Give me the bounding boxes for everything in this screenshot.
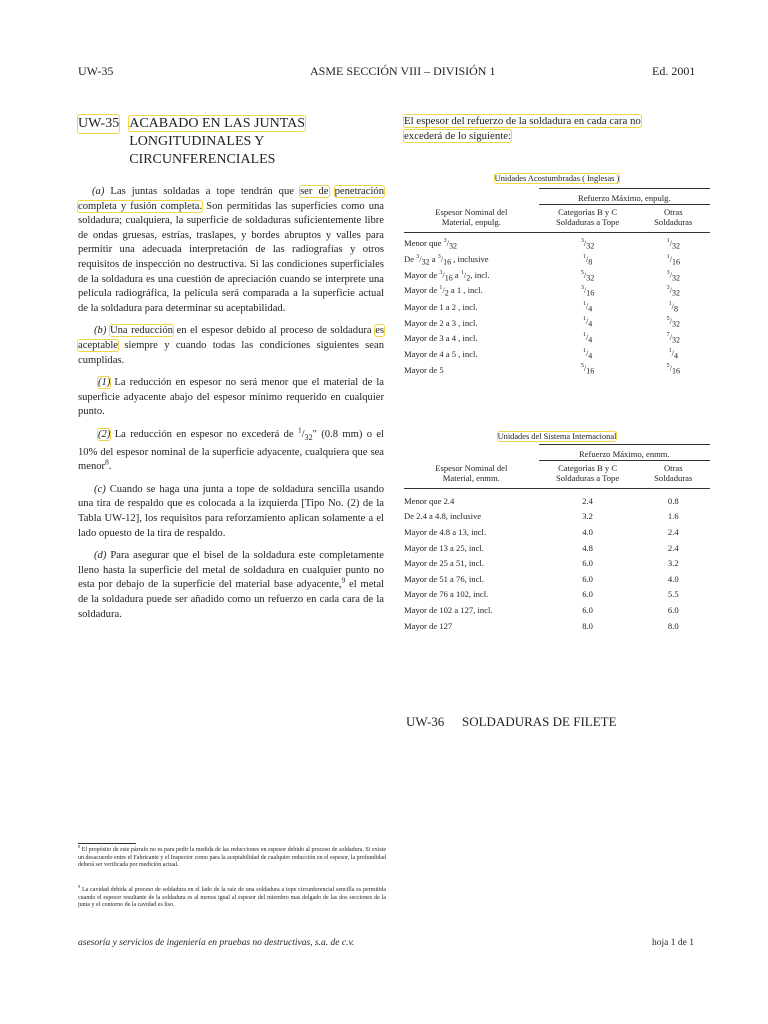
- table-si-thickness: Mayor de 4.8 a 13, incl.: [404, 526, 487, 537]
- table-us-caption-text: Unidades Acostumbradas ( Inglesas ): [494, 174, 620, 183]
- table-us-row: [404, 346, 710, 362]
- bc-fraction-den: 4: [588, 335, 593, 345]
- table-si-col1-line2: Material, enmm.: [442, 473, 500, 483]
- thickness-label: Mayor de: [404, 285, 440, 296]
- paragraph-b1: [78, 376, 384, 420]
- table-si-caption: [404, 432, 710, 441]
- paragraph-d-text2: el metal de la soldadura puede ser añadido como un refuerzo en cada cara de la soldadura.: [78, 579, 384, 620]
- table-si-other-value: 6.0: [667, 604, 679, 615]
- bc-fraction-den: 4: [588, 351, 593, 361]
- footnote-8-mark: 8: [78, 844, 81, 849]
- table-si-other-value: 4.0: [667, 573, 679, 584]
- thickness-label: Menor que: [404, 238, 444, 249]
- other-fraction-slash: /: [669, 363, 672, 374]
- table-si-thickness: Mayor de 25 a 51, incl.: [404, 558, 484, 569]
- other-fraction-slash: /: [669, 332, 672, 342]
- table-si-other-value: 1.6: [667, 511, 679, 522]
- footnote-9-mark: 9: [78, 884, 81, 889]
- paragraph-b2-text2: " (0.8 mm) o el 10% del espesor nominal de la superficie adyacente, cualquiera que sea menor: [78, 428, 385, 473]
- bc-fraction-slash: /: [583, 363, 587, 374]
- highlight-penetration-2: penetración completa y fusión completa.: [78, 186, 384, 212]
- bc-fraction-slash: /: [585, 347, 589, 358]
- header-document-title: ASME SECCIÓN VIII – DIVISIÓN 1: [310, 64, 496, 78]
- paragraph-b-text1: en el espesor debido al proceso de soldadura: [172, 325, 376, 337]
- paragraph-d-label: (d): [94, 550, 107, 562]
- table-si-bc-value: 4.8: [582, 542, 593, 553]
- header-section-id: UW-35: [78, 64, 114, 78]
- other-fraction-den: 32: [671, 288, 680, 298]
- bc-fraction-num: 5: [580, 363, 584, 370]
- table-si-bc-value: 4.0: [582, 526, 593, 537]
- table-si-row: [404, 555, 710, 571]
- thickness-fraction-1-den: 32: [421, 257, 430, 267]
- table-us-thickness: [404, 253, 539, 269]
- thickness-label: Mayor de 3 a 4 , incl.: [404, 333, 478, 344]
- paragraph-c-label: (c): [94, 483, 106, 495]
- bc-fraction-slash: /: [585, 300, 589, 311]
- table-us-row: [404, 268, 710, 284]
- table-us-other-value: [637, 268, 710, 284]
- table-us-thickness: [404, 331, 539, 347]
- table-us-row: [404, 315, 710, 331]
- section-title-line1: ACABADO EN LAS JUNTAS: [129, 116, 306, 131]
- bc-fraction-num: 1: [582, 332, 586, 339]
- bc-fraction-num: 3: [580, 285, 584, 292]
- highlight-reduction: Una reducción: [109, 325, 173, 337]
- table-si-bc-value: 3.2: [582, 511, 593, 522]
- table-us-thickness: [404, 233, 539, 253]
- highlight-penetration-1: ser de: [300, 186, 329, 197]
- table-si-row: [404, 489, 710, 509]
- paragraph-b2: (2) La reducción en espesor no excederá de $^1/_{32}$" (0.8 mm) o el 10% del espesor nominal de la superficie adyacente, cualquiera que sea menor$^8$.: [78, 425, 385, 473]
- section-number: UW-35: [78, 116, 120, 131]
- other-fraction-num: 5: [666, 363, 670, 370]
- other-fraction-num: 1: [666, 238, 670, 245]
- footer-company: asesoría y servicios de ingeniería en pruebas no destructivas, s.a. de c.v.: [78, 938, 355, 948]
- table-si-row: [404, 540, 710, 556]
- paragraph-b1-text: La reducción en espesor no será menor que el material de la superficie adyacente abajo del espesor mínimo requerido en cualquier punto.: [78, 377, 384, 418]
- paragraph-c-text: Cuando se haga una junta a tope de soldadura sencilla usando una tira de respaldo que es colocada a la izquierda [Tipo No. (2) de la Tabla UW-12], los requisitos para reforzamiento aplican solamente a el lado opuesto de la tira de respaldo.: [78, 483, 384, 539]
- other-fraction-num: 3: [666, 285, 670, 292]
- table-si-bc-value: 6.0: [582, 604, 593, 615]
- other-fraction-slash: /: [669, 269, 672, 280]
- section-title-line2: LONGITUDINALES Y: [129, 134, 265, 149]
- thickness-end: , inclusive: [451, 254, 489, 265]
- table-us-row: [404, 362, 710, 378]
- table-si-row: [404, 602, 710, 618]
- paragraph-b2-text1: La reducción en espesor no excederá de: [110, 428, 298, 440]
- thickness-mid: a 1 , incl.: [448, 285, 483, 296]
- table-us-units: [404, 174, 710, 377]
- thickness-label: Mayor de 5: [404, 364, 444, 375]
- intro-highlight-1: El espesor del refuerzo de la soldadura en cada cara no: [404, 115, 641, 127]
- table-si-thickness: Mayor de 13 a 25, incl.: [404, 542, 484, 553]
- thickness-fraction-2-slash: /: [463, 269, 467, 280]
- bc-fraction-slash: /: [583, 269, 587, 280]
- thickness-fraction-1-den: 2: [444, 288, 449, 298]
- table-us-other-value: [637, 315, 710, 331]
- table-us-other-value: [637, 253, 710, 269]
- bc-fraction-den: 32: [586, 242, 595, 252]
- paragraph-a-text2: Son permitidas las superficies como una soldadura; cualquiera, la superficie de soldaduras suficientemente libre de ondas gruesas, estrías, traslapes, y bordes abruptos y valles para permitir una adecuada interpretación de las radiografías y otros requisitos de inspección no destructiva. Si las condiciones superficiales de la soldadura es una cuestión de apreciación cuando se interprete una película radiográfica, la película será comparada a la superficie actual de la soldadura para determinar su aceptabilidad.: [78, 200, 384, 314]
- paragraph-d: [78, 549, 384, 622]
- thickness-label: Mayor de 4 a 5 , incl.: [404, 348, 478, 359]
- table-si-group-header: Refuerzo Máximo, enmm.: [539, 445, 710, 461]
- table-si-row: [404, 509, 710, 525]
- footnote-ref-9[interactable]: 9: [341, 575, 346, 585]
- section-uw35-heading: [78, 115, 384, 169]
- fraction-denominator: 32: [304, 433, 313, 443]
- paragraph-a: [78, 185, 384, 316]
- table-si-row: [404, 587, 710, 603]
- table-us-other-value: [637, 299, 710, 315]
- section-uw35: [78, 115, 384, 630]
- thickness-fraction-1-slash: /: [419, 254, 422, 265]
- other-fraction-slash: /: [669, 285, 672, 296]
- table-si-other-value: 3.2: [667, 558, 679, 569]
- table-si-thickness: Menor que 2.4: [404, 495, 455, 506]
- table-us-col1-header: [404, 205, 539, 233]
- table-us-row: [404, 233, 710, 253]
- bc-fraction-den: 16: [586, 366, 595, 376]
- bc-fraction-den: 16: [586, 288, 595, 298]
- thickness-fraction-2-den: 2: [466, 273, 471, 283]
- bc-fraction-den: 8: [588, 257, 593, 267]
- table-si-col3-header: [637, 461, 710, 489]
- bc-fraction-slash: /: [585, 316, 589, 327]
- other-fraction-num: 1: [668, 347, 672, 354]
- table-us-col1-line2: Material, enpulg.: [441, 217, 501, 227]
- other-fraction-den: 32: [671, 320, 680, 330]
- table-si-col3-line2: Soldaduras: [654, 473, 693, 483]
- table-si-bc-value: 2.4: [582, 495, 593, 506]
- footnote-8-text: El propósito de este párrafo no es para pedir la medida de las reducciones en espesor debido al proceso de soldadura. Si existe un desacuerdo entre el Fabricante y el Inspector como para la aceptabilidad de cualquier reducción en el espesor, la profundidad deberá ser verificada por medición actual.: [78, 847, 386, 869]
- other-fraction-num: 3: [666, 269, 670, 276]
- table-si-col2-line2: Soldaduras a Tope: [555, 473, 620, 483]
- table-us-row: [404, 253, 710, 269]
- table-us-col2-line2: Soldaduras a Tope: [555, 217, 620, 227]
- table-us-bc-value: [539, 331, 637, 347]
- other-fraction-den: 32: [671, 242, 680, 252]
- other-fraction-slash: /: [669, 238, 672, 249]
- other-fraction-slash: /: [671, 347, 674, 358]
- bc-fraction-den: 4: [588, 304, 593, 314]
- table-us-thickness: [404, 268, 539, 284]
- table-us-row: [404, 331, 710, 347]
- highlight-acceptable: es aceptable: [78, 325, 385, 351]
- other-fraction-den: 32: [671, 273, 680, 283]
- paragraph-a-label: (a): [92, 186, 105, 197]
- bc-fraction-slash: /: [585, 332, 589, 342]
- table-us-bc-value: [539, 268, 637, 284]
- paragraph-c: [78, 483, 384, 541]
- header-edition: Ed. 2001: [652, 64, 696, 78]
- table-us-row: [404, 299, 710, 315]
- bc-fraction-num: 1: [582, 300, 586, 307]
- table-us-corner: [404, 189, 539, 205]
- section-uw36-heading: [406, 714, 617, 730]
- table-si-col3-line1: Otras: [663, 463, 683, 473]
- paragraph-b: [78, 324, 384, 368]
- table-si-caption-text: Unidades del Sistema Internacional: [497, 432, 617, 441]
- thickness-label: Mayor de 1 a 2 , incl.: [404, 302, 478, 313]
- table-si-row: [404, 618, 710, 634]
- thickness-fraction-1-num: 1: [439, 285, 443, 292]
- reinforcement-intro: [404, 114, 704, 143]
- table-si-thickness: Mayor de 102 a 127, incl.: [404, 604, 493, 615]
- thickness-fraction-2-slash: /: [440, 254, 444, 265]
- bc-fraction-slash: /: [583, 285, 587, 296]
- table-si-thickness: De 2.4 a 4.8, inclusive: [404, 511, 482, 522]
- fraction-numerator: 1: [297, 425, 302, 435]
- table-us-other-value: [637, 284, 710, 300]
- other-fraction-slash: /: [669, 254, 672, 265]
- intro-text: [404, 114, 704, 143]
- table-us-thickness: [404, 299, 539, 315]
- section-uw36-title: SOLDADURAS DE FILETE: [462, 714, 617, 729]
- table-si-bc-value: 8.0: [582, 620, 593, 631]
- section-title-line3: CIRCUNFERENCIALES: [129, 152, 276, 167]
- table-si-bc-value: 6.0: [582, 558, 593, 569]
- table-us-other-value: [637, 233, 710, 253]
- table-si-thickness: Mayor de 127: [404, 620, 453, 631]
- other-fraction-num: 1: [666, 254, 670, 261]
- thickness-fraction-1-den: 16: [444, 273, 453, 283]
- other-fraction-den: 16: [671, 257, 680, 267]
- bc-fraction-num: 1: [582, 347, 586, 354]
- thickness-fraction-1-slash: /: [442, 269, 445, 280]
- paragraph-b-label: (b): [94, 325, 107, 337]
- table-si-other-value: 2.4: [667, 542, 679, 553]
- table-us-col1-line1: Espesor Nominal del: [435, 207, 508, 217]
- thickness-fraction-2-num: 3: [437, 254, 441, 261]
- table-us-other-value: [637, 362, 710, 378]
- thickness-mid: a: [429, 254, 438, 265]
- table-us-group-header: Refuerzo Máximo, enpulg.: [539, 189, 710, 205]
- table-us-caption: [404, 174, 710, 183]
- table-us-col3-line1: Otras: [663, 207, 683, 217]
- footnote-9-text: La cavidad debida al proceso de soldadura en el lado de la raíz de una soldadura a tope circunferencial sencilla es permitida cuando el espesor resultante de la soldadura es al menos igual al espesor del miembro mas delgado de las dos secciones de la junta y el contorno de la cavidad es liso.: [78, 887, 386, 909]
- paragraph-b2-label: (2): [98, 428, 111, 440]
- thickness-fraction-1-slash: /: [442, 285, 445, 296]
- footer-page-number: hoja 1 de 1: [652, 938, 694, 948]
- table-us-bc-value: [539, 346, 637, 362]
- thickness-label: De: [404, 254, 417, 265]
- table-si-row: [404, 571, 710, 587]
- table-us-thickness: [404, 362, 539, 378]
- table-us-thickness: [404, 315, 539, 331]
- other-fraction-num: 1: [668, 300, 672, 307]
- paragraph-a-text1: Las juntas soldadas a tope tendrán que: [104, 186, 301, 197]
- table-us-thickness: [404, 284, 539, 300]
- thickness-fraction-1-num: 3: [443, 238, 447, 245]
- thickness-fraction-2-den: 16: [443, 257, 452, 267]
- intro-highlight-2: excederá de lo siguiente:: [404, 129, 512, 142]
- thickness-fraction-1-den: 32: [449, 242, 458, 252]
- table-us-thickness: [404, 346, 539, 362]
- table-us-col3-header: [637, 205, 710, 233]
- thickness-label: Mayor de 2 a 3 , incl.: [404, 317, 478, 328]
- table-si-thickness: Mayor de 51 a 76, incl.: [404, 573, 484, 584]
- other-fraction-den: 4: [673, 351, 678, 361]
- table-si-bc-value: 6.0: [582, 589, 593, 600]
- other-fraction-den: 32: [671, 335, 680, 345]
- table-si-units: [404, 432, 710, 633]
- table-us-bc-value: [539, 284, 637, 300]
- table-us-col3-line2: Soldaduras: [654, 217, 693, 227]
- paragraph-b2-end: .: [108, 461, 112, 473]
- table-si-other-value: 5.5: [667, 589, 679, 600]
- bc-fraction-num: 1: [582, 254, 586, 261]
- table-us-bc-value: [539, 315, 637, 331]
- bc-fraction-slash: /: [583, 238, 587, 249]
- table-us-other-value: [637, 331, 710, 347]
- section-uw36-number: UW-36: [406, 714, 445, 729]
- thickness-end: , incl.: [470, 269, 490, 280]
- other-fraction-num: 7: [666, 332, 670, 339]
- footnote-ref-8[interactable]: 8: [105, 457, 109, 467]
- thickness-fraction-1-num: 3: [439, 269, 443, 276]
- table-us-col2-header: [539, 205, 637, 233]
- paragraph-b-text2: siempre y cuando todas las condiciones siguientes sean cumplidas.: [78, 339, 384, 366]
- thickness-fraction-1-num: 3: [416, 254, 420, 261]
- table-si-col1-header: [404, 461, 539, 489]
- other-fraction-num: 5: [666, 316, 670, 323]
- bc-fraction-den: 4: [588, 320, 593, 330]
- table-si-other-value: 0.8: [667, 495, 679, 506]
- bc-fraction-num: 1: [582, 316, 586, 323]
- table-us-bc-value: [539, 253, 637, 269]
- paragraph-d-text1: Para asegurar que el bisel de la soldadura este completamente lleno hasta la superficie del metal de soldadura en cualquier punto no esta por debajo de la superficie del material base adyacente,: [78, 550, 384, 591]
- table-us-col2-line1: Categorías B y C: [558, 207, 618, 217]
- table-si-bc-value: 6.0: [582, 573, 593, 584]
- table-si-col1-line1: Espesor Nominal del: [435, 463, 508, 473]
- table-si-other-value: 2.4: [667, 526, 679, 537]
- table-us-other-value: [637, 346, 710, 362]
- footnote-separator: [78, 843, 136, 844]
- table-us-bc-value: [539, 299, 637, 315]
- bc-fraction-num: 3: [580, 238, 584, 245]
- paragraph-b1-label: (1): [98, 377, 111, 389]
- bc-fraction-slash: /: [585, 254, 589, 265]
- section-title: [129, 115, 305, 169]
- table-us-row: [404, 284, 710, 300]
- footnote-9: [78, 884, 386, 910]
- other-fraction-den: 8: [673, 304, 678, 314]
- table-si-thickness: Mayor de 76 a 102, incl.: [404, 589, 489, 600]
- thickness-fraction-2-num: 1: [460, 269, 464, 276]
- footnote-8: [78, 844, 386, 870]
- table-us-bc-value: [539, 233, 637, 253]
- other-fraction-den: 16: [671, 366, 680, 376]
- bc-fraction-den: 32: [586, 273, 595, 283]
- table-si-col2-header: [539, 461, 637, 489]
- bc-fraction-num: 5: [580, 269, 584, 276]
- thickness-label: Mayor de: [404, 269, 440, 280]
- other-fraction-slash: /: [671, 300, 674, 311]
- table-si-col2-line1: Categorías B y C: [558, 463, 618, 473]
- table-si-row: [404, 524, 710, 540]
- thickness-mid: a: [452, 269, 461, 280]
- thickness-fraction-1-slash: /: [446, 238, 450, 249]
- other-fraction-slash: /: [669, 316, 672, 327]
- table-si-corner: [404, 445, 539, 461]
- table-si-other-value: 8.0: [667, 620, 679, 631]
- table-us-bc-value: [539, 362, 637, 378]
